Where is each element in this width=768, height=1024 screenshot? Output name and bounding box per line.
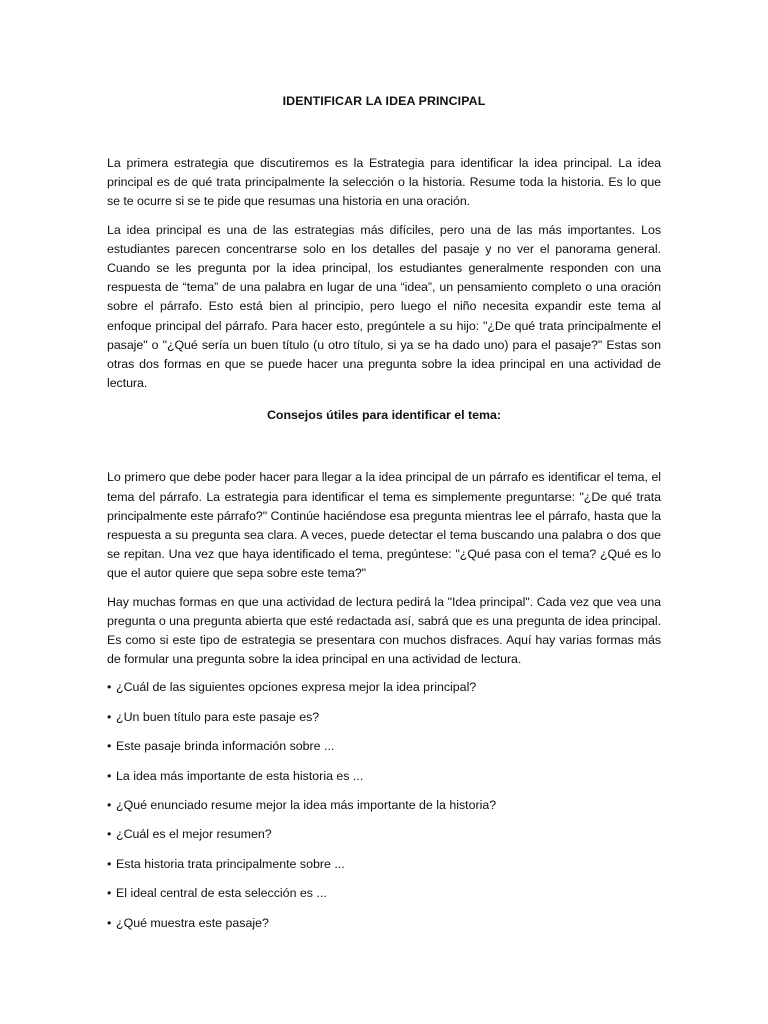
list-item xyxy=(107,855,661,873)
list-item xyxy=(107,796,661,814)
list-item xyxy=(107,767,661,785)
list-item-text: ¿Un buen título para este pasaje es? xyxy=(116,709,320,724)
list-item xyxy=(107,914,661,932)
bullet-icon: • xyxy=(107,886,112,901)
list-item xyxy=(107,678,661,696)
list-item xyxy=(107,737,661,755)
document-title: IDENTIFICAR LA IDEA PRINCIPAL xyxy=(282,94,486,108)
list-item-text: Este pasaje brinda información sobre ... xyxy=(116,739,335,754)
list-item-text: ¿Cuál de las siguientes opciones expresa mejor la idea principal? xyxy=(116,680,477,695)
bullet-icon: • xyxy=(107,856,112,871)
bullet-icon: • xyxy=(107,680,112,695)
list-item-text: Esta historia trata principalmente sobre ... xyxy=(116,856,345,871)
bullet-icon: • xyxy=(107,798,112,813)
bullet-icon: • xyxy=(107,915,112,930)
list-item-text: ¿Qué muestra este pasaje? xyxy=(116,915,269,930)
list-item-text: ¿Cuál es el mejor resumen? xyxy=(116,827,272,842)
list-item xyxy=(107,708,661,726)
list-item-text: El ideal central de esta selección es ... xyxy=(116,886,327,901)
paragraph-intro: La primera estrategia que discutiremos es la Estrategia para identificar la idea principal. La idea principal es de qué trata principalmente la selección o la historia. Resume toda la historia. Es lo que se te ocurre si se te pide que resumas una historia en una oración. xyxy=(107,156,661,209)
list-item-text: La idea más importante de esta historia es ... xyxy=(116,768,364,783)
section-subtitle: Consejos útiles para identificar el tema: xyxy=(266,408,502,423)
bullet-icon: • xyxy=(107,768,112,783)
paragraph-difficulty: La idea principal es una de las estrategias más difíciles, pero una de las más importantes. Los estudiantes parecen concentrarse solo en los detalles del pasaje y no ver el panorama general. Cuando se les pregunta por la idea principal, los estudiantes generalmente responden con una respuesta de “tema” de una palabra en lugar de una “idea”, un pensamiento completo o una oración sobre el párrafo. Esto está bien al principio, pero luego el niño necesita expandir este tema al enfoque principal del párrafo. Para hacer esto, pregúntele a su hijo: "¿De qué trata principalmente el pasaje" o "¿Qué sería un buen título (u otro título, si ya se ha dado uno) para el pasaje?" Estas son otras dos formas en que se puede hacer una pregunta sobre la idea principal en una actividad de lectura. xyxy=(107,222,661,391)
list-item-text: ¿Qué enunciado resume mejor la idea más importante de la historia? xyxy=(116,798,497,813)
paragraph-identify-topic: Lo primero que debe poder hacer para llegar a la idea principal de un párrafo es identificar el tema, el tema del párrafo. La estrategia para identificar el tema es simplemente preguntarse: "¿De qué trata principalmente este párrafo?" Continúe haciéndose esa pregunta mientras lee el párrafo, hasta que la respuesta a su pregunta sea clara. A veces, puede detectar el tema buscando una palabra o dos que se repitan. Una vez que haya identificado el tema, pregúntese: "¿Qué pasa con el tema? ¿Qué es lo que el autor quiere que sepa sobre este tema?" xyxy=(107,470,661,581)
list-item xyxy=(107,825,661,843)
question-list xyxy=(107,678,661,931)
bullet-icon: • xyxy=(107,739,112,754)
document-body xyxy=(107,92,661,943)
bullet-icon: • xyxy=(107,709,112,724)
list-item xyxy=(107,884,661,902)
paragraph-question-forms: Hay muchas formas en que una actividad de lectura pedirá la "Idea principal". Cada vez que vea una pregunta o una pregunta abierta que esté redactada así, sabrá que es una pregunta de idea principal. Es como si este tipo de estrategia se presentara con muchos disfraces. Aquí hay varias formas más de formular una pregunta sobre la idea principal en una actividad de lectura. xyxy=(107,594,661,667)
bullet-icon: • xyxy=(107,827,112,842)
